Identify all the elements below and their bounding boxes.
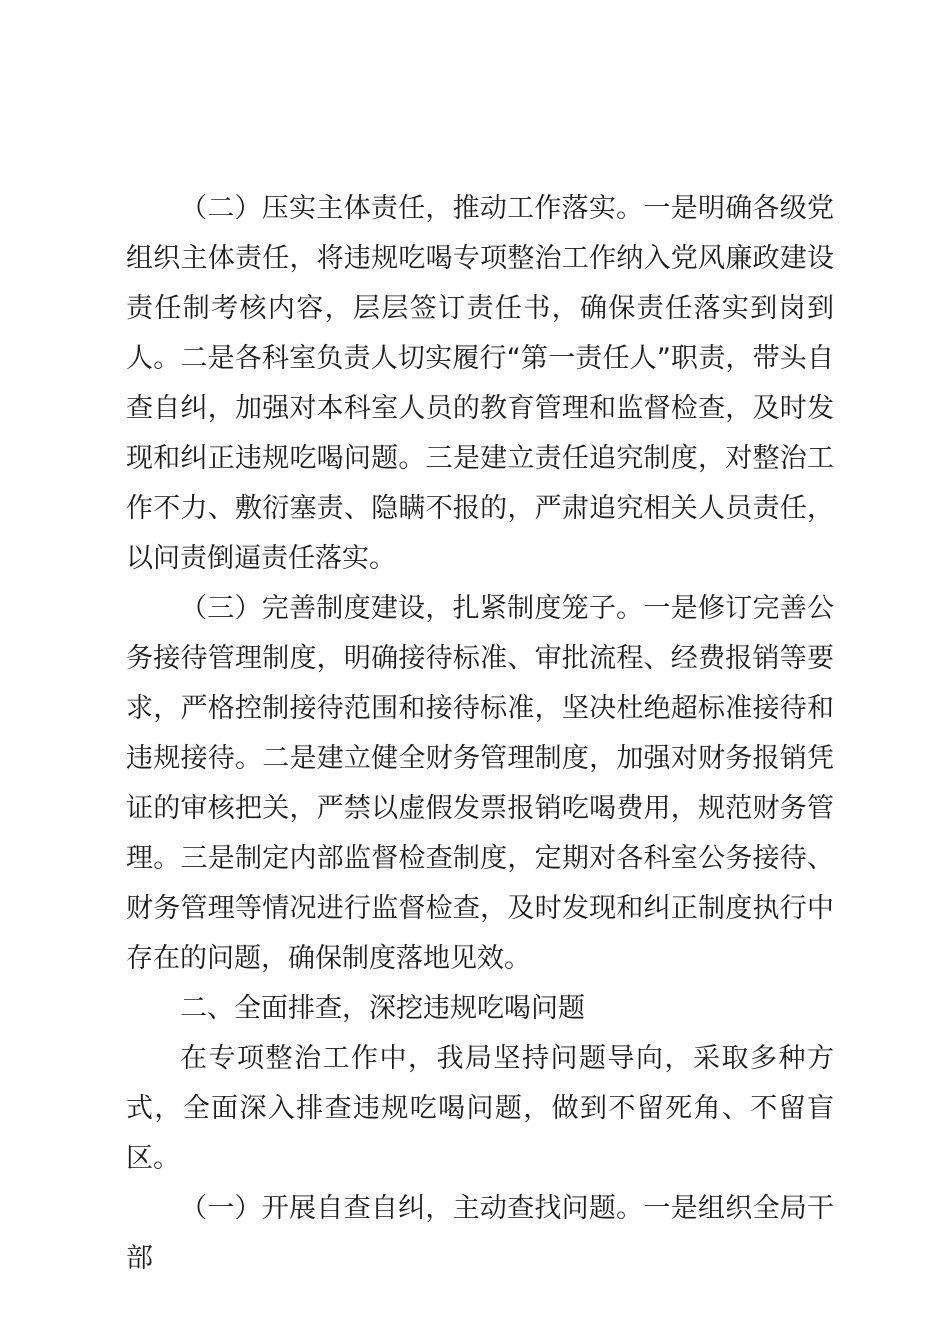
document-body	[126, 184, 834, 1284]
paragraph-self-inspection: （一）开展自查自纠，主动查找问题。一是组织全局干部	[126, 1193, 834, 1274]
paragraph-system-building: （三）完善制度建设，扎紧制度笼子。一是修订完善公务接待管理制度，明确接待标准、审批流程、经费报销等要求，严格控制接待范围和接待标准，坚决杜绝超标准接待和违规接待。二是建立健全财务管理制度，加强对财务报销凭证的审核把关，严禁以虚假发票报销吃喝费用，规范财务管理。三是制定内部监督检查制度，定期对各科室公务接待、财务管理等情况进行监督检查，及时发现和纠正制度执行中存在的问题，确保制度落地见效。	[126, 593, 834, 974]
section-heading-investigation: 二、全面排查，深挖违规吃喝问题	[180, 993, 585, 1024]
paragraph-investigation-intro: 在专项整治工作中，我局坚持问题导向，采取多种方式，全面深入排查违规吃喝问题，做到不留死角、不留盲区。	[126, 1043, 834, 1174]
paragraph-responsibility: （二）压实主体责任，推动工作落实。一是明确各级党组织主体责任，将违规吃喝专项整治工作纳入党风廉政建设责任制考核内容，层层签订责任书，确保责任落实到岗到人。二是各科室负责人切实履行“第一责任人”职责，带头自查自纠，加强对本科室人员的教育管理和监督检查，及时发现和纠正违规吃喝问题。三是建立责任追究制度，对整治工作不力、敷衍塞责、隐瞒不报的，严肃追究相关人员责任，以问责倒逼责任落实。	[126, 193, 834, 574]
